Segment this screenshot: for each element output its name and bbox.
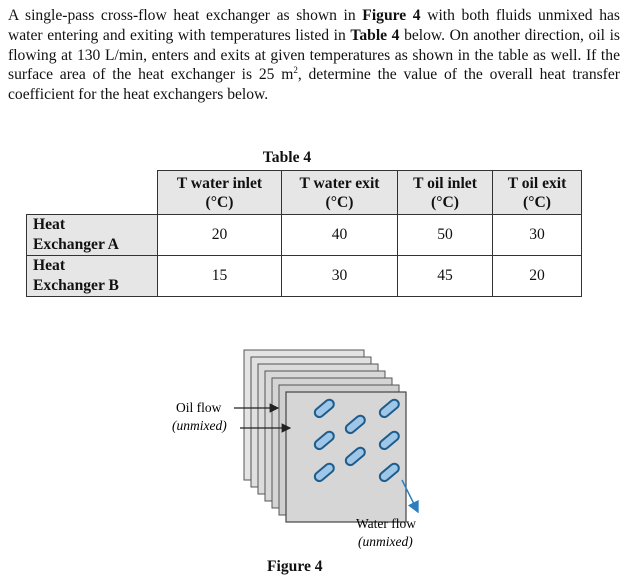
header-water-exit	[282, 171, 398, 215]
cell-a-water-exit: 40	[282, 215, 398, 256]
header-oil-inlet-unit: (°C)	[431, 193, 459, 211]
oil-flow-label: Oil flow	[176, 400, 222, 415]
cell-a-oil-inlet: 50	[398, 215, 493, 256]
cell-a-oil-exit: 30	[493, 215, 582, 256]
header-oil-inlet-label: T oil inlet	[413, 174, 477, 192]
header-water-exit-unit: (°C)	[325, 193, 354, 211]
table-corner	[27, 171, 158, 215]
table-caption: Table 4	[262, 149, 312, 166]
problem-text-1: A single-pass cross-flow heat exchanger as shown in	[8, 7, 363, 24]
row-label-line1: Heat	[33, 257, 66, 274]
row-label-exchanger-a	[27, 215, 158, 256]
row-label-exchanger-b	[27, 256, 158, 297]
temperature-table	[26, 170, 582, 297]
oil-flow-sub-label: (unmixed)	[172, 418, 227, 433]
header-water-inlet	[158, 171, 282, 215]
header-oil-exit	[493, 171, 582, 215]
row-label-line2: Exchanger A	[33, 236, 119, 253]
header-oil-inlet	[398, 171, 493, 215]
water-flow-sub-label: (unmixed)	[358, 534, 413, 549]
table-header-row	[27, 171, 582, 215]
header-oil-exit-unit: (°C)	[523, 193, 551, 211]
problem-statement	[8, 6, 620, 105]
area-superscript: 2	[293, 65, 298, 76]
figure-caption: Figure 4	[267, 558, 323, 575]
problem-text-4: , determine the value of the overall heat transfer coefficient for the heat exchangers below.	[8, 66, 620, 104]
heat-exchanger-diagram	[150, 340, 450, 552]
header-water-exit-label: T water exit	[299, 174, 380, 192]
problem-text-2: with both fluids unmixed has water entering and exiting with temperatures listed in	[8, 7, 620, 44]
row-label-line2: Exchanger B	[33, 277, 119, 294]
cell-b-oil-inlet: 45	[398, 256, 493, 297]
header-water-inlet-label: T water inlet	[176, 174, 263, 192]
problem-text-3: below. On another direction, oil is flowing at 130 L/min, enters and exits at given temperatures as shown in the table as well. If the surface area of the heat exchanger is 25 m	[8, 26, 620, 84]
cell-a-water-inlet: 20	[158, 215, 282, 256]
water-flow-label: Water flow	[356, 516, 417, 531]
header-water-inlet-unit: (°C)	[205, 193, 234, 211]
cell-b-water-inlet: 15	[158, 256, 282, 297]
table-row	[27, 215, 582, 256]
figure-reference: Figure 4	[362, 7, 421, 24]
table-row	[27, 256, 582, 297]
table-reference: Table 4	[350, 26, 400, 44]
cell-b-oil-exit: 20	[493, 256, 582, 297]
header-oil-exit-label: T oil exit	[507, 174, 567, 192]
row-label-line1: Heat	[33, 216, 66, 233]
cell-b-water-exit: 30	[282, 256, 398, 297]
